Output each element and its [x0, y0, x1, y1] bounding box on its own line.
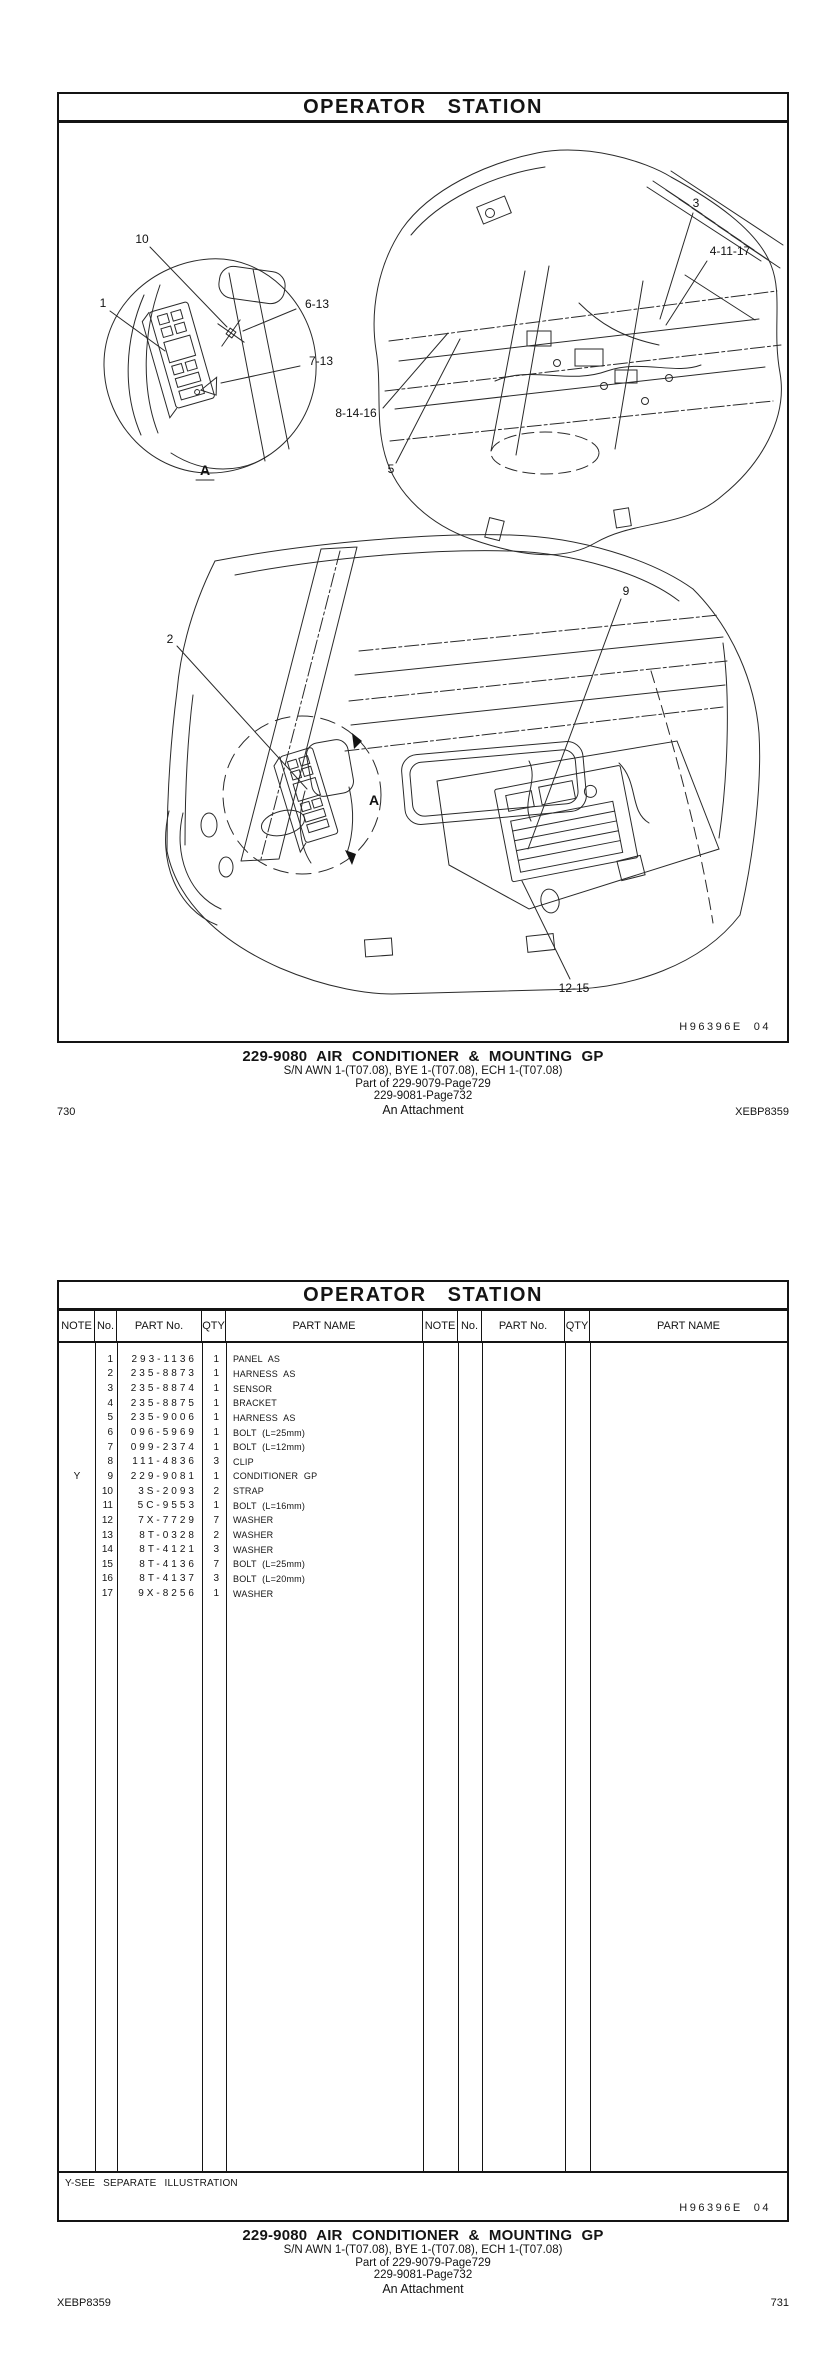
cell-qty: 3 — [213, 1544, 219, 1556]
parts-table-body — [59, 1343, 787, 2173]
view-arrow-icon — [352, 733, 362, 749]
part-ref-label: 12-15 — [558, 981, 590, 995]
roof-illustration — [335, 150, 783, 555]
part-ref-label: 5 — [387, 462, 395, 476]
cell-part-name: CLIP — [233, 1456, 254, 1467]
cell-part-no: 235-8874 — [130, 1383, 197, 1395]
cell-part-name: STRAP — [233, 1486, 265, 1497]
cell-part-no: 3S-2093 — [138, 1485, 197, 1497]
cell-qty: 1 — [213, 1427, 219, 1439]
cell-no: 14 — [101, 1544, 113, 1556]
col-header-part-name: PART NAME — [226, 1311, 423, 1341]
column-divider — [117, 1343, 118, 2171]
cell-qty: 1 — [213, 1588, 219, 1600]
column-divider — [482, 1343, 483, 2171]
pin-cross — [209, 311, 254, 356]
column-divider — [590, 1343, 591, 2171]
cell-qty: 3 — [213, 1573, 219, 1585]
cell-part-name: BOLT (L=12mm) — [233, 1442, 306, 1453]
column-divider — [423, 1343, 424, 2171]
cell-part-name: BOLT (L=16mm) — [233, 1500, 306, 1511]
page2-caption — [57, 2227, 789, 2296]
cell-part-name: WASHER — [233, 1544, 274, 1555]
seat — [259, 738, 356, 863]
cell-part-name: HARNESS AS — [233, 1412, 296, 1423]
cell-part-no: 8T-4136 — [139, 1558, 197, 1570]
cell-no: 4 — [107, 1397, 113, 1409]
cell-part-name: BOLT (L=25mm) — [233, 1427, 306, 1438]
part-ref-label: 10 — [135, 232, 149, 246]
col-header-part-name: PART NAME — [657, 1320, 720, 1332]
cell-qty: 2 — [213, 1485, 219, 1497]
cell-no: 3 — [107, 1383, 113, 1395]
caption-attachment: An Attachment — [382, 2281, 464, 2296]
col-header-note: NOTE — [59, 1311, 95, 1341]
col-header-no: No. — [95, 1311, 117, 1341]
cell-part-no: 235-9006 — [130, 1412, 197, 1424]
caption-ref: 229-9081-Page732 — [373, 1090, 473, 1102]
column-divider — [226, 1343, 227, 2171]
col-header-part-no: PART No. — [117, 1311, 202, 1341]
caption-serial: S/N AWN 1-(T07.08), BYE 1-(T07.08), ECH 1-(T07.08) — [283, 1065, 563, 1077]
column-divider — [458, 1343, 459, 2171]
part-ref-label: 9 — [622, 584, 630, 598]
caption-attachment: An Attachment — [382, 1102, 464, 1117]
control-panel — [272, 747, 341, 852]
cell-part-no: 096-5969 — [130, 1427, 197, 1439]
cell-no: 5 — [107, 1412, 113, 1424]
ac-unit — [494, 765, 638, 882]
cell-no: 11 — [102, 1500, 113, 1512]
view-arrow-icon — [345, 850, 356, 865]
plate-code: H96396E 04 — [679, 1021, 771, 1033]
cell-qty: 2 — [213, 1529, 219, 1541]
cell-qty: 1 — [213, 1383, 219, 1395]
col-header-part-no: PART No. — [482, 1311, 565, 1341]
cell-qty: 1 — [213, 1441, 219, 1453]
cell-qty: 1 — [213, 1353, 219, 1365]
cell-no: 17 — [101, 1588, 113, 1600]
part-ref-label: 8-14-16 — [335, 406, 377, 420]
document-code: XEBP8359 — [735, 1106, 789, 1118]
cell-part-name: WASHER — [233, 1588, 274, 1599]
cell-no: 1 — [107, 1353, 113, 1365]
cell-no: 6 — [107, 1427, 113, 1439]
cell-qty: 7 — [213, 1558, 219, 1570]
page-731 — [57, 1280, 789, 2222]
cell-part-no: 099-2374 — [130, 1441, 197, 1453]
cell-note: Y — [73, 1470, 81, 1482]
cell-no: 13 — [101, 1529, 113, 1541]
page-title: OPERATOR STATION — [59, 1282, 787, 1311]
cell-qty: 1 — [213, 1412, 219, 1424]
column-divider — [202, 1343, 203, 2171]
col-header-note: NOTE — [423, 1311, 458, 1341]
cell-part-no: 229-9081 — [130, 1470, 197, 1482]
detail-view-ref: A — [369, 792, 380, 808]
cell-part-no: 9X-8256 — [138, 1588, 197, 1600]
column-divider — [565, 1343, 566, 2171]
page-title: OPERATOR STATION — [59, 94, 787, 123]
footnote: Y-SEE SEPARATE ILLUSTRATION — [65, 2178, 238, 2189]
page-number: 730 — [57, 1106, 76, 1118]
cell-part-no: 5C-9553 — [137, 1500, 197, 1512]
cab-illustration — [166, 535, 760, 995]
part-ref-label: 7-13 — [308, 354, 334, 368]
cell-no: 16 — [101, 1573, 113, 1585]
cell-part-name: BOLT (L=20mm) — [233, 1573, 306, 1584]
part-ref-label: 4-11-17 — [709, 244, 751, 258]
page1-footer — [57, 1106, 789, 1118]
cell-no: 2 — [107, 1368, 113, 1380]
cell-part-no: 235-8873 — [130, 1368, 197, 1380]
cell-part-name: HARNESS AS — [233, 1368, 296, 1379]
control-panel — [140, 301, 217, 417]
cell-no: 9 — [107, 1470, 113, 1482]
caption-ref: 229-9081-Page732 — [373, 2269, 473, 2281]
part-ref-label: 6-13 — [304, 297, 330, 311]
caption-title: 229-9080 AIR CONDITIONER & MOUNTING GP — [242, 1048, 604, 1065]
detail-a-illustration — [100, 232, 334, 480]
cell-part-no: 111-4836 — [132, 1456, 197, 1468]
cell-no: 7 — [107, 1441, 113, 1453]
page2-footer — [57, 2297, 789, 2309]
cell-qty: 1 — [213, 1368, 219, 1380]
exploded-view-illustration — [59, 123, 787, 1039]
cell-part-no: 8T-4137 — [139, 1573, 197, 1585]
plate-code: H96396E 04 — [679, 2202, 771, 2214]
part-ref-label: 3 — [692, 196, 700, 210]
cell-no: 12 — [101, 1514, 113, 1526]
cell-part-no: 293-1136 — [131, 1353, 197, 1365]
cell-part-name: SENSOR — [233, 1383, 273, 1394]
cell-part-no: 8T-4121 — [139, 1544, 197, 1556]
page-number: 731 — [770, 2297, 789, 2309]
cell-qty: 1 — [213, 1500, 219, 1512]
cell-part-name: BOLT (L=25mm) — [233, 1559, 306, 1570]
page-730 — [57, 92, 789, 1043]
cell-qty: 3 — [213, 1456, 219, 1468]
cell-part-name: CONDITIONER GP — [233, 1471, 318, 1482]
cell-qty: 7 — [213, 1514, 219, 1526]
cell-qty: 1 — [213, 1397, 219, 1409]
cell-part-no: 8T-0328 — [139, 1529, 197, 1541]
cell-qty: 1 — [213, 1470, 219, 1482]
cell-part-name: BRACKET — [233, 1398, 277, 1409]
cell-part-name: PANEL AS — [233, 1354, 281, 1365]
cell-part-name: WASHER — [233, 1530, 274, 1540]
caption-part-of: Part of 229-9079-Page729 — [355, 2256, 491, 2269]
cell-part-no: 235-8875 — [130, 1397, 197, 1409]
document-code: XEBP8359 — [57, 2297, 111, 2309]
detail-view-label: A — [199, 462, 211, 478]
col-header-qty: QTY — [202, 1311, 226, 1341]
cell-no: 15 — [101, 1558, 113, 1570]
part-ref-label: 1 — [99, 296, 107, 310]
caption-part-of: Part of 229-9079-Page729 — [355, 1077, 491, 1090]
cell-no: 8 — [107, 1456, 113, 1468]
column-divider — [95, 1343, 96, 2171]
cell-no: 10 — [101, 1485, 113, 1497]
table-header-row — [59, 1311, 787, 1343]
caption-title: 229-9080 AIR CONDITIONER & MOUNTING GP — [242, 2227, 604, 2244]
part-ref-label: 2 — [166, 632, 174, 646]
col-header-qty: QTY — [565, 1311, 590, 1341]
cell-part-name: WASHER — [233, 1515, 274, 1526]
cell-part-no: 7X-7729 — [138, 1514, 197, 1526]
caption-serial: S/N AWN 1-(T07.08), BYE 1-(T07.08), ECH 1-(T07.08) — [283, 2244, 563, 2256]
table-footnote-row — [59, 2173, 787, 2220]
col-header-no: No. — [458, 1311, 482, 1341]
bracket-small — [194, 372, 221, 400]
